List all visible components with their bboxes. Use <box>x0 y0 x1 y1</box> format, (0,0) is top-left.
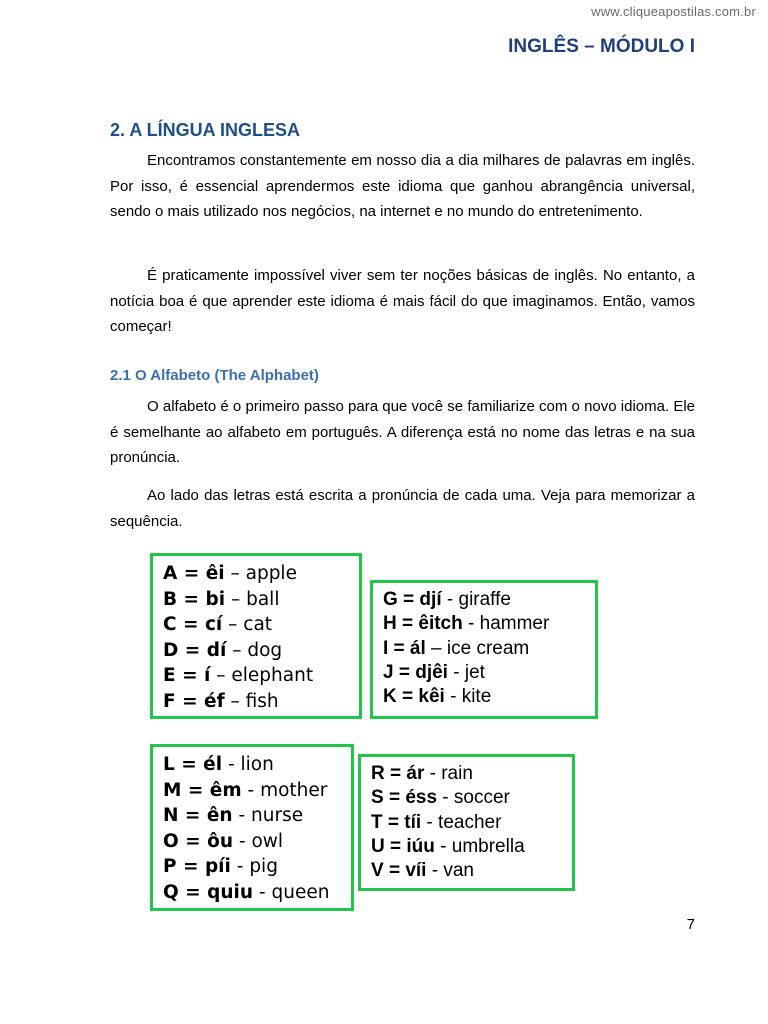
alphabet-line: G = djí - giraffe <box>383 589 511 610</box>
alphabet-line: H = êitch - hammer <box>383 613 550 635</box>
alphabet-paragraph-1: O alfabeto é o primeiro passo para que você se familiarize com o novo idioma. Ele é semelhante ao alfabeto em português. A diferença está no nome das letras e na sua pronúncia. <box>110 398 695 466</box>
alphabet-line: D = dí – dog <box>163 639 283 661</box>
alphabet-line: I = ál – ice cream <box>383 637 530 659</box>
alphabet-line: V = víi - van <box>371 860 474 882</box>
alphabet-line: T = tíi - teacher <box>371 811 502 833</box>
alphabet-line: E = í – elephant <box>163 665 314 686</box>
alphabet-line: P = píi - pig <box>163 856 278 877</box>
subsection-heading: 2.1 O Alfabeto (The Alphabet) <box>110 367 319 384</box>
alphabet-box-a-f <box>150 553 362 719</box>
alphabet-line: L = él - lion <box>163 754 274 775</box>
alphabet-line: S = éss - soccer <box>371 787 510 809</box>
alphabet-line: K = kêi - kite <box>383 686 492 708</box>
intro-paragraph-1: Encontramos constantemente em nosso dia a dia milhares de palavras em inglês. Por isso, é essencial aprendermos este idioma que ganhou abrangência universal, sendo o mais utilizado nos negócios, na internet e no mundo do entretenimento. <box>110 152 695 220</box>
alphabet-line: R = ár - rain <box>371 763 473 784</box>
alphabet-paragraph-2: Ao lado das letras está escrita a pronúncia de cada uma. Veja para memorizar a sequência. <box>110 487 695 530</box>
alphabet-line: M = êm - mother <box>163 779 328 801</box>
alphabet-line: J = djêi - jet <box>383 661 485 683</box>
alphabet-line: C = cí – cat <box>163 614 273 635</box>
alphabet-line: N = ên - nurse <box>163 805 304 826</box>
page-number: 7 <box>686 916 695 933</box>
module-title: INGLÊS – MÓDULO I <box>508 36 695 57</box>
alphabet-box-g-k <box>370 580 598 719</box>
alphabet-box-r-v <box>358 754 575 891</box>
alphabet-line: A = êi – apple <box>163 563 297 584</box>
alphabet-line: F = éf – fish <box>163 690 279 712</box>
section-heading: 2. A LÍNGUA INGLESA <box>110 120 301 140</box>
alphabet-line: Q = quiu - queen <box>163 881 330 903</box>
site-url: www.cliqueapostilas.com.br <box>591 4 756 19</box>
alphabet-line: U = iúu - umbrella <box>371 835 525 857</box>
alphabet-line: O = ôu - owl <box>163 830 284 852</box>
intro-paragraph-2: É praticamente impossível viver sem ter noções básicas de inglês. No entanto, a notícia boa é que aprender este idioma é mais fácil do que imaginamos. Então, vamos começar! <box>110 267 695 335</box>
alphabet-line: B = bi – ball <box>163 588 280 610</box>
alphabet-box-l-q <box>150 744 354 911</box>
